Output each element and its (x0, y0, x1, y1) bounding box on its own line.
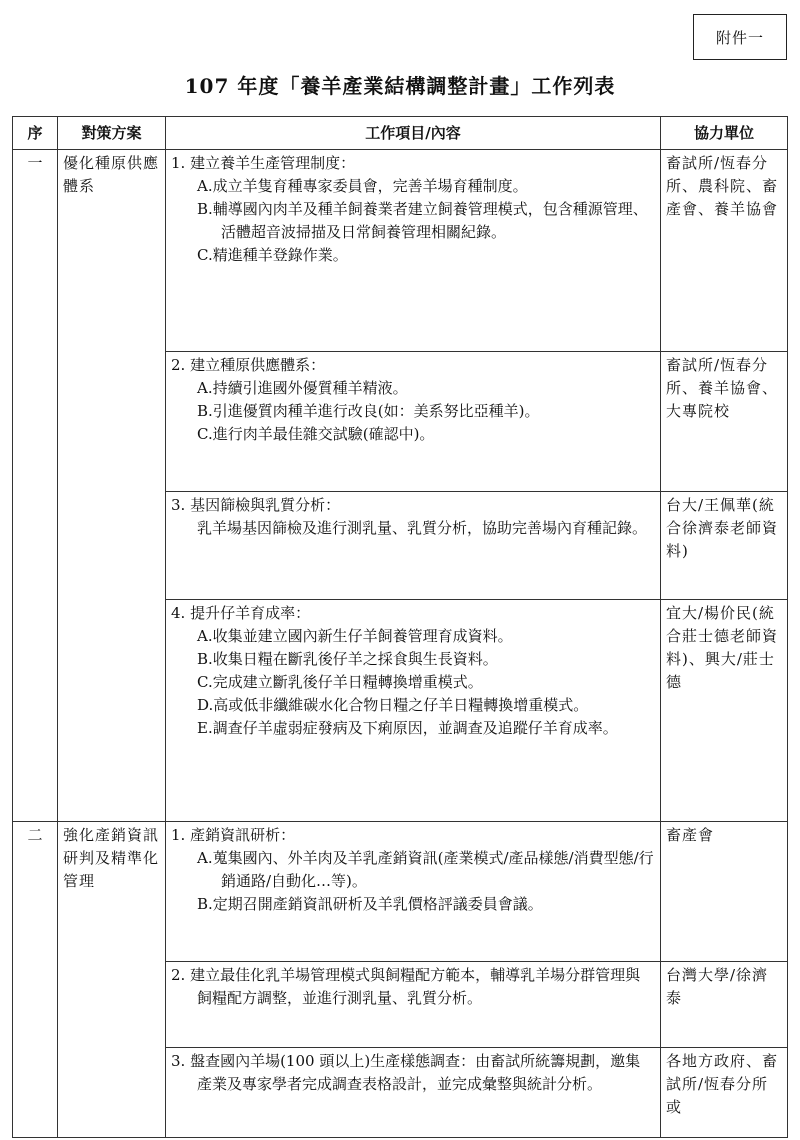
work-sub-item: D.高或低非纖維碳水化合物日糧之仔羊日糧轉換增重模式。 (197, 696, 589, 714)
work-sub-item: B.收集日糧在斷乳後仔羊之採食與生長資料。 (197, 650, 498, 668)
work-item-title: 2. 建立種原供應體系： (171, 356, 326, 374)
work-sub-item: C.完成建立斷乳後仔羊日糧轉換增重模式。 (197, 673, 483, 691)
partner-cell: 畜產會 (661, 822, 788, 962)
work-item-text: 3. 盤查國內羊場(100 頭以上)生產樣態調查：由畜試所統籌規劃，邀集產業及專家學者完成調查表格設計，並完成彙整與統計分析。 (171, 1052, 641, 1093)
work-cell (166, 492, 661, 600)
partner-cell: 各地方政府、畜試所/恆春分所或 (661, 1048, 788, 1138)
header-seq: 序 (13, 117, 58, 150)
work-cell (166, 600, 661, 822)
work-cell (166, 1048, 661, 1138)
partner-cell: 畜試所/恆春分所、養羊協會、大專院校 (661, 352, 788, 492)
header-strategy: 對策方案 (58, 117, 166, 150)
work-sub-item: B.輔導國內肉羊及種羊飼養業者建立飼養管理模式，包含種源管理、活體超音波掃描及日常飼養管理相關紀錄。 (197, 200, 648, 241)
page-title: 107 年度「養羊產業結構調整計畫」工作列表 (184, 74, 616, 98)
work-cell (166, 352, 661, 492)
work-cell (166, 822, 661, 962)
seq-cell: 一 (13, 150, 58, 822)
work-cell (166, 962, 661, 1048)
work-sub-item: B.定期召開產銷資訊研析及羊乳價格評議委員會議。 (197, 895, 543, 913)
work-item-title: 1. 建立養羊生產管理制度： (171, 154, 356, 172)
header-row (13, 117, 788, 150)
work-item-title: 4. 提升仔羊育成率： (171, 604, 311, 622)
work-sub-item: C.精進種羊登錄作業。 (197, 246, 348, 264)
work-item-title: 1. 產銷資訊研析： (171, 826, 296, 844)
work-sub-item: A.收集並建立國內新生仔羊飼養管理育成資料。 (197, 627, 513, 645)
work-sub-item: A.持續引進國外優質種羊精液。 (197, 379, 408, 397)
work-sub-item: A.成立羊隻育種專家委員會，完善羊場育種制度。 (197, 177, 528, 195)
work-sub-item: B.引進優質肉種羊進行改良(如：美系努比亞種羊)。 (197, 402, 540, 420)
work-sub-item: A.蒐集國內、外羊肉及羊乳產銷資訊(產業模式/產品樣態/消費型態/行銷通路/自動化…等)。 (197, 849, 654, 890)
work-item-desc: 乳羊場基因篩檢及進行測乳量、乳質分析，協助完善場內育種記錄。 (197, 519, 648, 537)
work-table (12, 116, 788, 1138)
work-cell (166, 150, 661, 352)
seq-cell: 二 (13, 822, 58, 1138)
work-sub-item: C.進行肉羊最佳雜交試驗(確認中)。 (197, 425, 435, 443)
header-work: 工作項目/內容 (166, 117, 661, 150)
strategy-cell: 優化種原供應體系 (58, 150, 166, 822)
partner-cell: 台灣大學/徐濟泰 (661, 962, 788, 1048)
header-partner: 協力單位 (661, 117, 788, 150)
work-item-text: 2. 建立最佳化乳羊場管理模式與飼糧配方範本，輔導乳羊場分群管理與飼糧配方調整，並進行測乳量、乳質分析。 (171, 966, 641, 1007)
table-row (13, 150, 788, 352)
partner-cell: 台大/王佩華(統合徐濟泰老師資料) (661, 492, 788, 600)
partner-cell: 畜試所/恆春分所、農科院、畜產會、養羊協會 (661, 150, 788, 352)
table-row (13, 822, 788, 962)
attachment-label: 附件一 (693, 14, 787, 60)
work-sub-item: E.調查仔羊虛弱症發病及下痢原因，並調查及追蹤仔羊育成率。 (197, 719, 618, 737)
partner-cell: 宜大/楊价民(統合莊士德老師資料)、興大/莊士德 (661, 600, 788, 822)
strategy-cell: 強化產銷資訊研判及精準化管理 (58, 822, 166, 1138)
work-item-title: 3. 基因篩檢與乳質分析： (171, 496, 341, 514)
